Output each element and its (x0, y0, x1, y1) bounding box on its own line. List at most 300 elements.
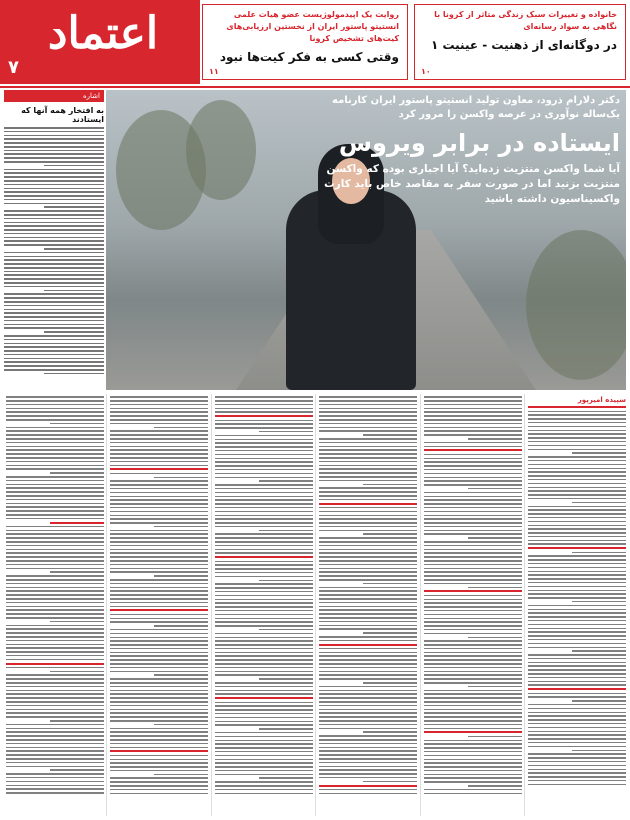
text-line (528, 612, 626, 614)
sidebar-kicker: اشاره (4, 90, 104, 102)
text-line (6, 541, 104, 543)
text-line (424, 404, 522, 406)
text-line (424, 701, 522, 703)
text-line (319, 724, 417, 726)
text-line (110, 511, 208, 513)
text-line (468, 587, 522, 589)
logo-block (0, 0, 200, 84)
text-line (528, 681, 626, 683)
text-line (319, 526, 417, 528)
text-line (215, 766, 313, 768)
text-line (319, 587, 417, 589)
text-line (215, 595, 313, 597)
text-line (215, 671, 313, 673)
text-line (424, 671, 522, 673)
text-line (424, 682, 522, 684)
teaser-box[interactable] (202, 4, 408, 80)
text-line (154, 427, 208, 429)
text-line (528, 772, 626, 774)
text-line (528, 471, 626, 473)
text-line (528, 464, 626, 466)
text-line (528, 609, 626, 611)
text-line (319, 739, 417, 741)
text-line (4, 256, 104, 258)
text-line (319, 743, 417, 745)
text-line (6, 647, 104, 649)
text-line (154, 724, 208, 726)
text-line (259, 728, 313, 730)
text-line (6, 636, 104, 638)
teaser-box[interactable] (414, 4, 626, 80)
text-line (110, 678, 208, 680)
text-line (6, 480, 104, 482)
text-line (528, 528, 626, 530)
text-line (215, 637, 313, 639)
text-line (528, 761, 626, 763)
text-line (528, 693, 626, 695)
text-line (215, 755, 313, 757)
text-line (215, 454, 313, 456)
text-line (215, 652, 313, 654)
text-line (6, 427, 104, 429)
text-line (528, 780, 626, 782)
text-line (319, 537, 417, 539)
text-line (528, 494, 626, 496)
text-line (319, 693, 417, 695)
text-line (4, 271, 104, 273)
text-line (319, 606, 417, 608)
text-line (4, 218, 104, 220)
text-line (6, 568, 104, 570)
text-line (110, 552, 208, 554)
text-line (319, 754, 417, 756)
text-line (110, 637, 208, 639)
text-line (6, 602, 104, 604)
text-line (215, 526, 313, 528)
text-line (154, 674, 208, 676)
text-line (4, 172, 104, 174)
text-line (215, 446, 313, 448)
text-line (4, 282, 104, 284)
text-line (528, 605, 626, 607)
text-line (424, 595, 522, 597)
column-rule (106, 394, 107, 816)
text-line (215, 515, 313, 517)
byline: سپیده امیرپور (577, 396, 626, 404)
text-line (259, 480, 313, 482)
text-line (6, 705, 104, 707)
column-rule (524, 394, 525, 816)
text-line (110, 716, 208, 718)
text-line (6, 762, 104, 764)
text-line (528, 662, 626, 664)
text-line (319, 625, 417, 627)
text-line (4, 214, 104, 216)
text-line (6, 743, 104, 745)
text-line (319, 442, 417, 444)
text-line (215, 488, 313, 490)
text-line (528, 677, 626, 679)
text-line (6, 453, 104, 455)
tree-shape (186, 100, 256, 200)
text-line (4, 131, 104, 133)
text-line (319, 552, 417, 554)
text-line (110, 556, 208, 558)
text-line (6, 659, 104, 661)
text-line (528, 513, 626, 515)
text-line (528, 460, 626, 462)
text-line (528, 479, 626, 481)
text-line (528, 746, 626, 748)
text-line (110, 731, 208, 733)
text-line (424, 541, 522, 543)
text-line (528, 422, 626, 424)
text-line (424, 590, 522, 592)
text-line (424, 434, 522, 436)
text-line (215, 686, 313, 688)
text-line (110, 530, 208, 532)
text-line (215, 759, 313, 761)
text-line (215, 465, 313, 467)
text-line (6, 526, 104, 528)
text-line (110, 759, 208, 761)
text-line (319, 674, 417, 676)
text-line (4, 199, 104, 201)
lead-kicker: دکتر دلارام ذرود، معاون تولید انستیتو پاستور ایران کارنامه یک‌ساله نوآوری در عرصه واکسن را مرور کرد (332, 95, 620, 120)
text-line (44, 373, 104, 375)
text-line (6, 514, 104, 516)
text-line (528, 704, 626, 706)
text-line (319, 762, 417, 764)
text-line (319, 449, 417, 451)
text-line (6, 735, 104, 737)
text-line (6, 579, 104, 581)
text-line (6, 598, 104, 600)
text-line (215, 721, 313, 723)
text-line (215, 522, 313, 524)
text-line (6, 411, 104, 413)
text-line (110, 560, 208, 562)
body-column (110, 394, 208, 816)
text-line (528, 517, 626, 519)
text-line (110, 739, 208, 741)
text-line (363, 484, 417, 486)
text-line (6, 690, 104, 692)
text-line (468, 438, 522, 440)
text-line (528, 433, 626, 435)
text-line (110, 750, 208, 752)
text-line (424, 633, 522, 635)
text-line (319, 476, 417, 478)
text-line (319, 678, 417, 680)
text-line (424, 712, 522, 714)
text-line (4, 286, 104, 288)
text-line (319, 785, 417, 787)
text-line (528, 540, 626, 542)
text-line (528, 631, 626, 633)
text-line (110, 644, 208, 646)
text-line (424, 408, 522, 410)
text-line (6, 781, 104, 783)
text-line (528, 639, 626, 641)
text-line (110, 415, 208, 417)
text-line (6, 716, 104, 718)
text-line (424, 396, 522, 398)
text-line (424, 731, 522, 733)
text-line (215, 667, 313, 669)
text-line (215, 732, 313, 734)
text-line (215, 682, 313, 684)
text-line (319, 465, 417, 467)
text-line (424, 678, 522, 680)
text-line (215, 492, 313, 494)
text-line (424, 693, 522, 695)
text-line (424, 442, 522, 444)
text-line (6, 766, 104, 768)
text-line (528, 593, 626, 595)
text-line (528, 753, 626, 755)
text-line (424, 724, 522, 726)
text-line (6, 438, 104, 440)
tree-shape (526, 230, 626, 380)
text-line (6, 663, 104, 665)
column-rule (420, 394, 421, 816)
text-line (528, 487, 626, 489)
text-line (110, 781, 208, 783)
text-line (528, 742, 626, 744)
text-line (424, 674, 522, 676)
text-line (110, 720, 208, 722)
text-line (528, 708, 626, 710)
text-line (528, 669, 626, 671)
text-line (110, 690, 208, 692)
text-line (215, 473, 313, 475)
text-line (6, 449, 104, 451)
text-line (424, 449, 522, 451)
text-line (424, 766, 522, 768)
text-line (4, 180, 104, 182)
text-line (424, 659, 522, 661)
text-line (4, 263, 104, 265)
text-line (424, 789, 522, 791)
text-line (110, 705, 208, 707)
text-line (319, 518, 417, 520)
text-line (6, 651, 104, 653)
text-line (6, 674, 104, 676)
text-line (4, 150, 104, 152)
text-line (110, 492, 208, 494)
text-line (110, 430, 208, 432)
text-line (319, 648, 417, 650)
text-line (528, 456, 626, 458)
text-line (6, 594, 104, 596)
text-line (6, 701, 104, 703)
text-line (6, 491, 104, 493)
text-line (319, 575, 417, 577)
text-line (424, 606, 522, 608)
text-line (4, 229, 104, 231)
text-line (4, 309, 104, 311)
text-line (4, 237, 104, 239)
text-line (4, 320, 104, 322)
text-line (215, 518, 313, 520)
text-line (319, 499, 417, 501)
text-line (319, 769, 417, 771)
text-line (215, 420, 313, 422)
text-line (319, 663, 417, 665)
text-line (528, 696, 626, 698)
text-line (110, 762, 208, 764)
text-line (110, 473, 208, 475)
text-line (154, 477, 208, 479)
text-line (468, 785, 522, 787)
text-line (110, 537, 208, 539)
text-line (319, 652, 417, 654)
text-line (6, 728, 104, 730)
text-line (319, 613, 417, 615)
text-line (6, 484, 104, 486)
text-line (110, 602, 208, 604)
text-line (215, 561, 313, 563)
text-line (424, 705, 522, 707)
text-line (528, 559, 626, 561)
teaser-headline: وقتی کسی به فکر کیت‌ها نبود (219, 50, 399, 64)
text-line (4, 188, 104, 190)
text-line (215, 674, 313, 676)
text-line (424, 526, 522, 528)
text-line (110, 411, 208, 413)
lead-story-text (320, 94, 620, 207)
text-line (110, 697, 208, 699)
text-line (110, 564, 208, 566)
text-line (319, 423, 417, 425)
text-line (319, 758, 417, 760)
text-line (528, 738, 626, 740)
text-line (4, 169, 104, 171)
text-line (424, 400, 522, 402)
text-line (6, 503, 104, 505)
text-line (363, 632, 417, 634)
text-line (6, 545, 104, 547)
text-line (4, 153, 104, 155)
text-line (424, 743, 522, 745)
text-line (215, 713, 313, 715)
text-line (468, 637, 522, 639)
text-line (4, 127, 104, 129)
text-line (424, 740, 522, 742)
text-line (6, 487, 104, 489)
text-line (424, 507, 522, 509)
text-line (424, 545, 522, 547)
text-line (110, 484, 208, 486)
text-line (6, 495, 104, 497)
text-line (6, 476, 104, 478)
text-line (110, 465, 208, 467)
text-line (319, 712, 417, 714)
text-line (424, 496, 522, 498)
text-line (259, 777, 313, 779)
text-line (319, 590, 417, 592)
text-line (319, 568, 417, 570)
text-line (363, 533, 417, 535)
text-line (110, 609, 208, 611)
page-number: ۷ (8, 57, 19, 78)
text-line (528, 624, 626, 626)
text-line (424, 629, 522, 631)
text-line (215, 507, 313, 509)
text-line (319, 491, 417, 493)
text-line (319, 571, 417, 573)
text-line (424, 480, 522, 482)
text-line (424, 774, 522, 776)
text-line (424, 751, 522, 753)
text-line (424, 709, 522, 711)
text-line (215, 484, 313, 486)
text-line (110, 709, 208, 711)
text-line (319, 556, 417, 558)
text-line (363, 731, 417, 733)
text-line (4, 252, 104, 254)
text-line (6, 628, 104, 630)
text-line (215, 625, 313, 627)
text-line (4, 203, 104, 205)
text-line (110, 404, 208, 406)
text-line (319, 655, 417, 657)
text-line (215, 724, 313, 726)
text-line (110, 590, 208, 592)
text-line (363, 682, 417, 684)
text-line (215, 785, 313, 787)
text-line (110, 396, 208, 398)
text-line (215, 781, 313, 783)
text-line (6, 510, 104, 512)
text-line (424, 644, 522, 646)
text-line (110, 461, 208, 463)
text-line (528, 719, 626, 721)
text-line (110, 507, 208, 509)
text-line (4, 361, 104, 363)
text-line (6, 457, 104, 459)
text-line (572, 750, 626, 752)
text-line (110, 541, 208, 543)
text-line (110, 743, 208, 745)
body-column (6, 394, 104, 816)
text-line (215, 663, 313, 665)
text-line (6, 697, 104, 699)
text-line (4, 297, 104, 299)
text-line (6, 583, 104, 585)
text-line (319, 549, 417, 551)
text-line (50, 571, 104, 573)
text-line (215, 709, 313, 711)
text-line (4, 278, 104, 280)
text-line (110, 400, 208, 402)
text-line (110, 579, 208, 581)
text-line (4, 316, 104, 318)
text-line (319, 777, 417, 779)
text-line (6, 537, 104, 539)
text-line (6, 686, 104, 688)
text-line (424, 511, 522, 513)
text-line (319, 598, 417, 600)
text-line (528, 723, 626, 725)
text-line (6, 750, 104, 752)
text-line (319, 468, 417, 470)
text-line (215, 411, 313, 413)
text-line (110, 770, 208, 772)
lead-headline: ایستاده در برابر ویروس (338, 129, 620, 157)
text-line (528, 543, 626, 545)
